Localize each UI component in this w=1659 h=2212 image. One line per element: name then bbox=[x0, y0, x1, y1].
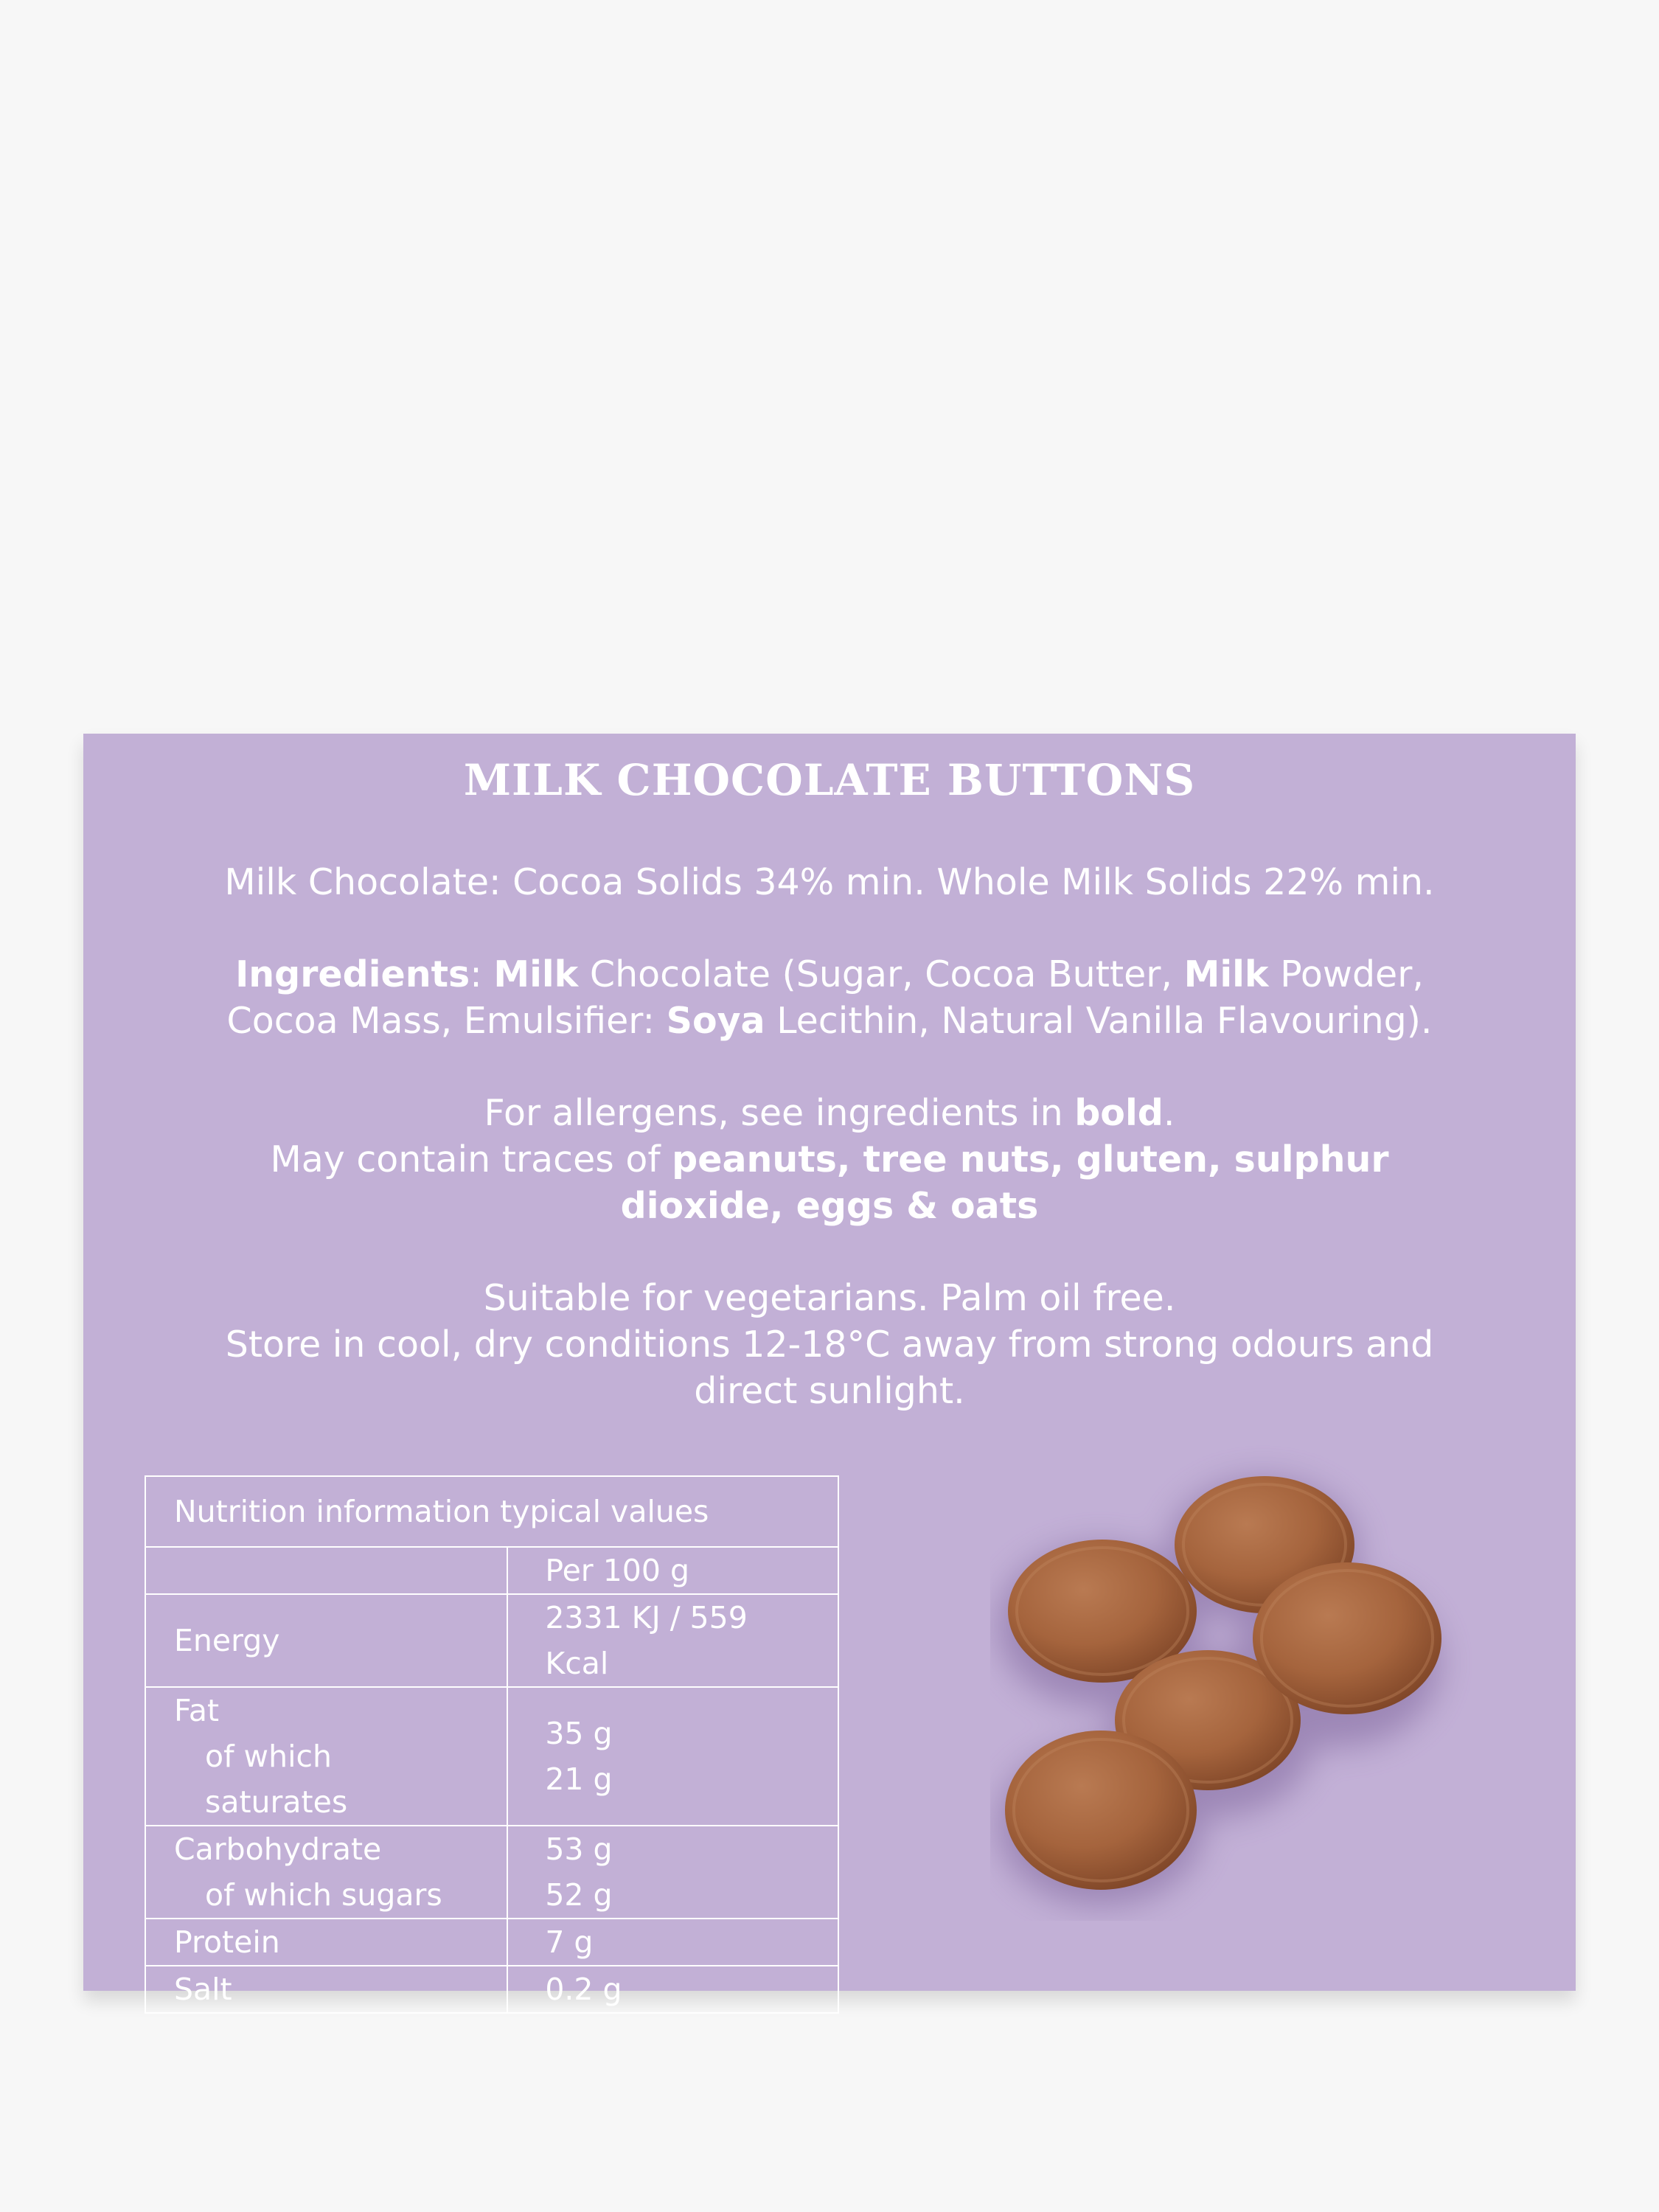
fat-label: Fat bbox=[174, 1693, 220, 1728]
may-contain-list: peanuts, tree nuts, gluten, sulphur dioxide, eggs & oats bbox=[620, 1138, 1389, 1227]
table-row bbox=[145, 1547, 838, 1594]
saturates-label: of which saturates bbox=[205, 1739, 348, 1820]
allergen-milk: Milk bbox=[1183, 953, 1269, 995]
protein-value: 7 g bbox=[507, 1919, 838, 1966]
table-row bbox=[145, 1687, 838, 1826]
allergen-statement: For allergens, see ingredients in bold. May contain traces of peanuts, tree nuts, gluten, sulphur dioxide, eggs & oats bbox=[270, 1092, 1389, 1227]
salt-label: Salt bbox=[145, 1966, 507, 2013]
ingredients-label: Ingredients bbox=[235, 953, 470, 995]
saturates-value: 21 g bbox=[545, 1761, 613, 1797]
fat-value: 35 g bbox=[545, 1716, 613, 1751]
energy-value: 2331 KJ / 559 Kcal bbox=[507, 1594, 838, 1687]
suitability-storage bbox=[194, 1275, 1465, 1414]
fat-cell bbox=[145, 1687, 507, 1826]
salt-value: 0.2 g bbox=[507, 1966, 838, 2013]
fat-values-cell bbox=[507, 1687, 838, 1826]
empty-cell bbox=[145, 1547, 507, 1594]
carbohydrate-label: Carbohydrate bbox=[174, 1832, 382, 1867]
product-info-panel bbox=[83, 734, 1576, 2007]
per-100g-header: Per 100 g bbox=[507, 1547, 838, 1594]
storage-text: Store in cool, dry conditions 12-18°C away from strong odours and direct sunlight. bbox=[225, 1324, 1434, 1412]
composition-text: Milk Chocolate: Cocoa Solids 34% min. Whole Milk Solids 22% min. bbox=[224, 861, 1435, 903]
product-description bbox=[194, 859, 1465, 1460]
sugars-value: 52 g bbox=[545, 1877, 613, 1913]
sugars-label: of which sugars bbox=[205, 1877, 442, 1913]
ingredients-text: Ingredients: Milk Chocolate (Sugar, Cocoa Butter, Milk Powder, Cocoa Mass, Emulsifier: Soya Lecithin, Natural Vanilla Flavouring). bbox=[226, 953, 1433, 1042]
carbohydrate-value: 53 g bbox=[545, 1832, 613, 1867]
allergen-milk: Milk bbox=[493, 953, 579, 995]
chocolate-button bbox=[1253, 1562, 1441, 1714]
nutrition-header: Nutrition information typical values bbox=[145, 1476, 838, 1547]
table-row bbox=[145, 1966, 838, 2013]
carbohydrate-values-cell bbox=[507, 1826, 838, 1919]
product-title: MILK CHOCOLATE BUTTONS bbox=[463, 755, 1196, 805]
table-row bbox=[145, 1919, 838, 1966]
table-row bbox=[145, 1594, 838, 1687]
suitability-text: Suitable for vegetarians. Palm oil free. bbox=[483, 1277, 1176, 1319]
table-header-row bbox=[145, 1476, 838, 1547]
protein-label: Protein bbox=[145, 1919, 507, 1966]
carbohydrate-cell bbox=[145, 1826, 507, 1919]
chocolate-buttons-image bbox=[990, 1441, 1580, 1921]
nutrition-table bbox=[145, 1475, 839, 2014]
allergen-soya: Soya bbox=[666, 1000, 765, 1042]
energy-label: Energy bbox=[145, 1594, 507, 1687]
table-row bbox=[145, 1826, 838, 1919]
chocolate-button bbox=[1005, 1731, 1197, 1890]
